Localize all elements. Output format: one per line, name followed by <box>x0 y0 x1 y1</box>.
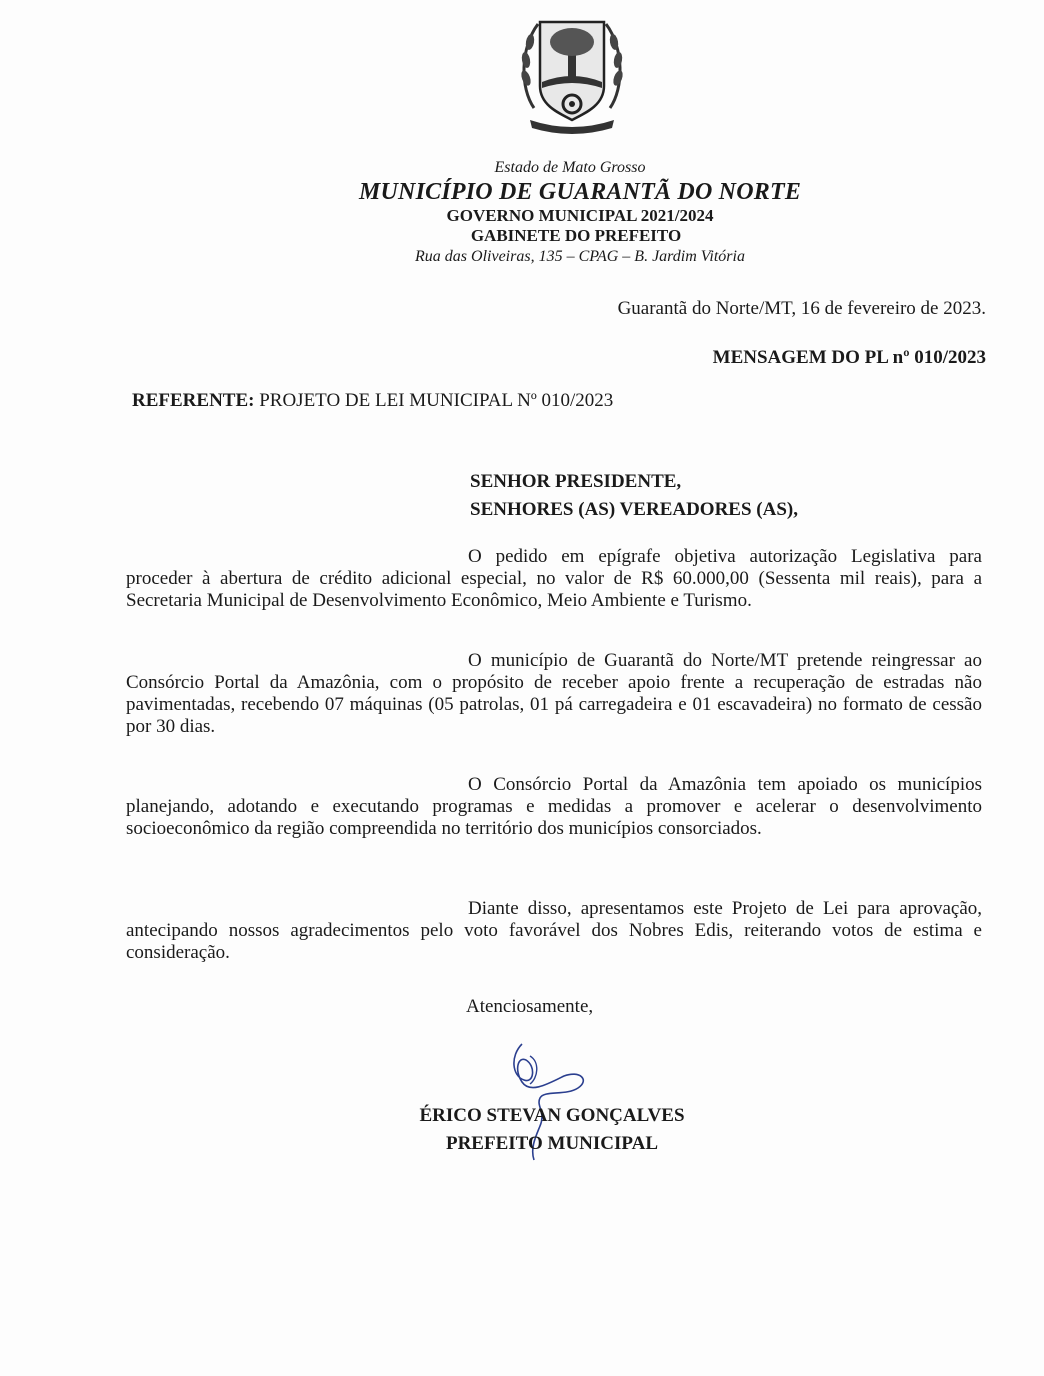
reference-text: PROJETO DE LEI MUNICIPAL Nº 010/2023 <box>254 390 614 411</box>
body-paragraph: Diante disso, apresentamos este Projeto de Lei para aprovação, antecipando nossos agradecimentos pelo voto favorável dos Nobres Edis, reiterando votos de estima e consideração. <box>126 898 982 963</box>
signer-block <box>396 1102 708 1158</box>
office-name: GABINETE DO PREFEITO <box>470 226 682 245</box>
body-paragraph: O Consórcio Portal da Amazônia tem apoiado os municípios planejando, adotando e executando programas e medidas a promover e acelerar o desenvolvimento socioeconômico da região compreendida no território dos municípios consorciados. <box>126 774 982 839</box>
salutation-line-1: SENHOR PRESIDENTE, <box>470 471 682 492</box>
municipality-name: MUNICÍPIO DE GUARANTÃ DO NORTE <box>358 179 802 205</box>
closing-line: Atenciosamente, <box>466 996 594 1017</box>
reference-line <box>132 390 613 412</box>
state-name: Estado de Mato Grosso <box>494 159 646 176</box>
office-address: Rua das Oliveiras, 135 – CPAG – B. Jardim Vitória <box>415 248 745 265</box>
salutation-line-2: SENHORES (AS) VEREADORES (AS), <box>470 499 798 520</box>
message-number: MENSAGEM DO PL nº 010/2023 <box>712 347 986 368</box>
salutation <box>470 468 798 524</box>
municipal-coat-of-arms-icon <box>512 8 632 136</box>
signer-name: ÉRICO STEVAN GONÇALVES <box>419 1105 685 1126</box>
date-line: Guarantã do Norte/MT, 16 de fevereiro de 2023. <box>617 298 986 319</box>
letterhead <box>300 158 860 268</box>
signer-title: PREFEITO MUNICIPAL <box>445 1133 658 1154</box>
reference-label: REFERENTE: <box>132 390 255 411</box>
body-paragraph: O município de Guarantã do Norte/MT pretende reingressar ao Consórcio Portal da Amazônia, com o propósito de receber apoio frente a recuperação de estradas não pavimentadas, recebendo 07 máquinas (05 patrolas, 01 pá carregadeira e 01 escavadeira) no formato de cessão por 30 dias. <box>126 650 982 737</box>
body-paragraph: O pedido em epígrafe objetiva autorização Legislativa para proceder à abertura de crédito adicional especial, no valor de R$ 60.000,00 (Sessenta mil reais), para a Secretaria Municipal de Desenvolvimento Econômico, Meio Ambiente e Turismo. <box>126 546 982 611</box>
government-term: GOVERNO MUNICIPAL 2021/2024 <box>446 206 714 225</box>
